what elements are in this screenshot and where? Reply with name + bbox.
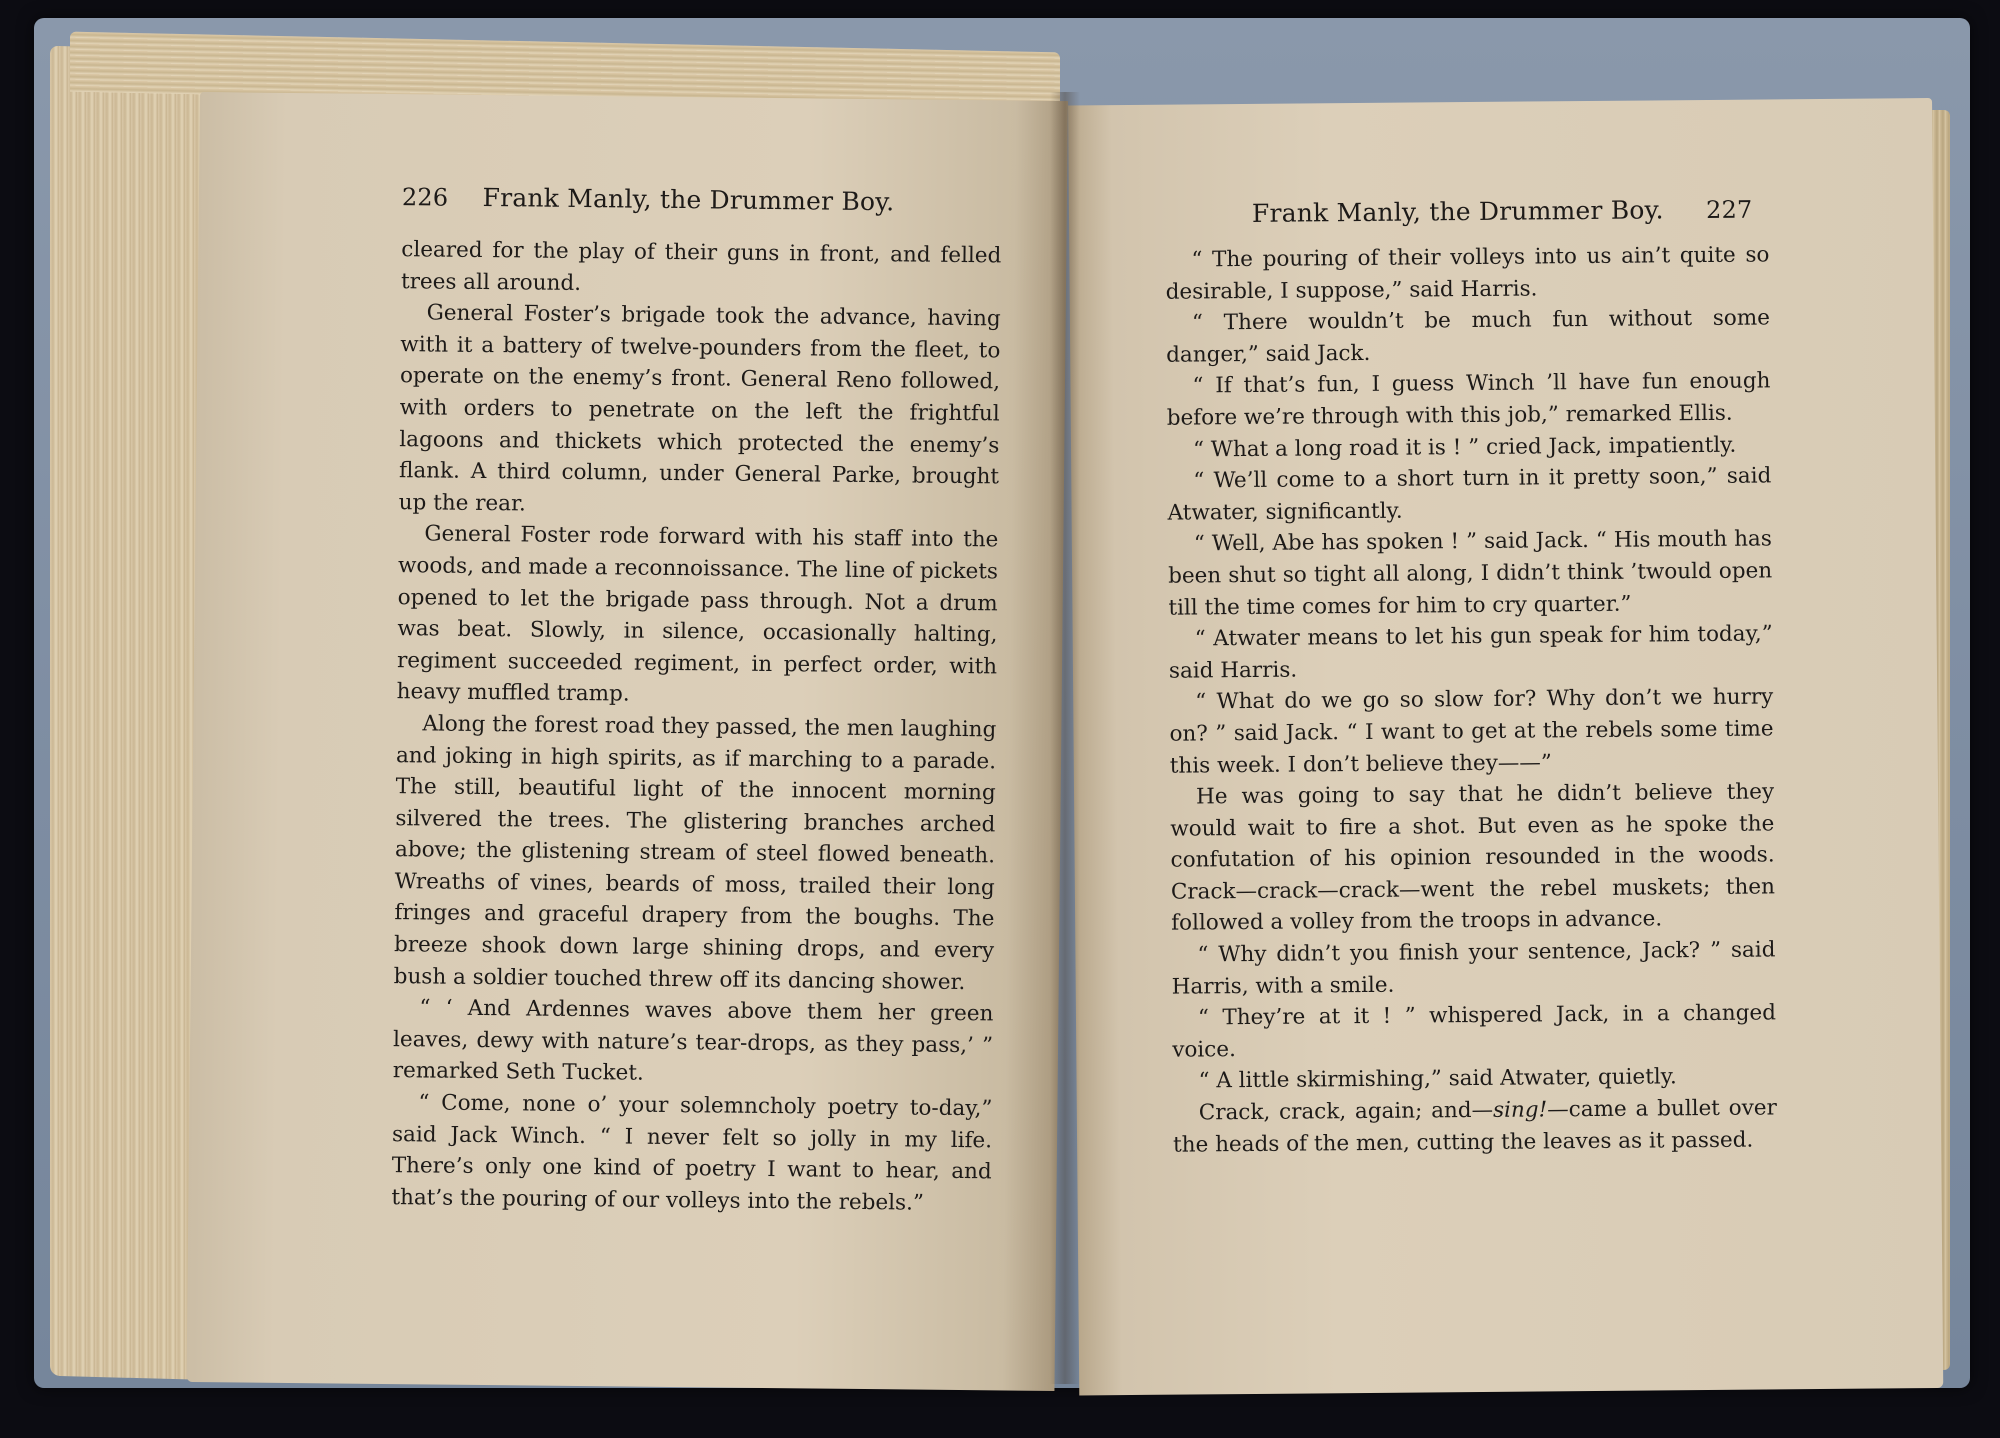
italic-word: sing! [1492,1097,1548,1123]
book-gutter [1050,92,1080,1384]
left-page [186,92,1067,1391]
paragraph: cleared for the play of their guns in front, and felled trees all around. [400,237,1002,296]
right-page-number: 227 [1705,195,1753,224]
paragraph: “ Why didn’t you finish your sentence, Jack? ” said Harris, with a smile. [1171,937,1776,1000]
paragraph: “ ‘ And Ardennes waves above them her green leaves, dewy with nature’s tear-drops, as they pass,’ ” remarked Seth Tucket. [392,995,994,1087]
right-running-title: Frank Manly, the Drummer Boy. [1251,195,1664,228]
paragraph: “ Well, Abe has spoken ! ” said Jack. “ His mouth has been shut so tight all along, I didn’t think ’twould open till the time comes for him to cry quarter.” [1168,526,1773,621]
paragraph: “ The pouring of their volleys into us ain’t quite so desirable, I suppose,” said Harris. [1165,242,1770,305]
paragraph: “ We’ll come to a short turn in it pretty soon,” said Atwater, significantly. [1167,463,1772,526]
paragraph-end: —came a bullet over the heads of the men, cutting the leaves as it passed. [1172,1095,1777,1158]
paragraph-start: Crack, crack, again; and— [1198,1097,1494,1126]
paragraph: General Foster’s brigade took the advance, having with it a battery of twelve-pounders from the fleet, to operate on the enemy’s front. General Reno followed, with orders to penetrate on the left the frightful lagoons and thickets which protected the enemy’s flank. A third column, under General Parke, brought up the rear. [398,300,1001,517]
right-page-body [1165,239,1777,1160]
paragraph [1173,1092,1778,1160]
paragraph: “ If that’s fun, I guess Winch ’ll have fun enough before we’re through with this job,” remarked Ellis. [1166,368,1771,431]
left-running-head [402,182,895,216]
left-page-number: 226 [401,183,449,212]
right-page [1068,98,1943,1395]
paragraph: “ Come, none o’ your solemncholy poetry to-day,” said Jack Winch. “ I never felt so jolly in my life. There’s only one kind of poetry I want to hear, and that’s the pouring of our volleys into the rebels.” [391,1090,993,1216]
paragraph: “ Atwater means to let his gun speak for him today,” said Harris. [1168,621,1773,684]
paragraph: He was going to say that he didn’t believe they would wait to fire a shot. But even as he spoke the confutation of his opinion resounded in the woods. Crack—crack—crack—went the rebel muskets; then followed a volley from the troops in advance. [1170,779,1775,937]
paragraph: Along the forest road they passed, the men laughing and joking in high spirits, as if marching to a parade. The still, beautiful light of the innocent morning silvered the trees. The glistering branches arched above; the glistening stream of steel flowed beneath. Wreaths of vines, beards of moss, trailed their long fringes and graceful drapery from the boughs. The breeze shook down large shining drops, and every bush a soldier touched threw off its dancing shower. [393,711,997,995]
paragraph: “ A little skirmishing,” said Atwater, quietly. [1198,1064,1677,1094]
paragraph: “ What do we go so slow for? Why don’t we hurry on? ” said Jack. “ I want to get at the rebels some time this week. I don’t believe they——” [1169,684,1774,779]
left-page-body [391,234,1001,1220]
paragraph: “ What a long road it is ! ” cried Jack, impatiently. [1192,432,1737,463]
paragraph: “ There wouldn’t be much fun without some danger,” said Jack. [1166,305,1771,368]
right-running-head [1252,195,1753,228]
left-running-title: Frank Manly, the Drummer Boy. [482,182,895,217]
paragraph: “ They’re at it ! ” whispered Jack, in a changed voice. [1172,1000,1777,1063]
paragraph: General Foster rode forward with his staff into the woods, and made a reconnoissance. The line of pickets opened to let the brigade pass through. Not a drum was beat. Slowly, in silence, occasionally halting, regiment succeeded regiment, in perfect order, with heavy muffled tramp. [396,521,999,707]
